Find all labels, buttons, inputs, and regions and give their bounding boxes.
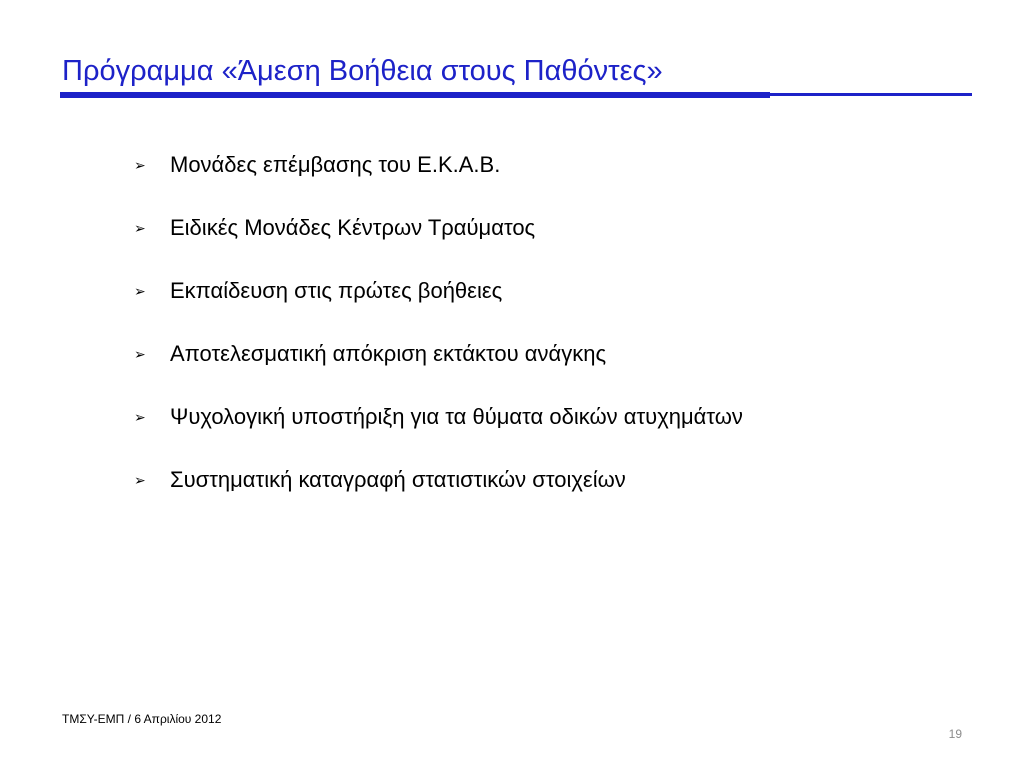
arrowhead-bullet-icon: ➢ <box>134 346 146 362</box>
arrowhead-bullet-icon: ➢ <box>134 157 146 173</box>
arrowhead-bullet-icon: ➢ <box>134 472 146 488</box>
list-item <box>134 461 743 524</box>
list-item <box>134 272 743 335</box>
list-item <box>134 398 743 461</box>
arrowhead-bullet-icon: ➢ <box>134 409 146 425</box>
bullet-text: Ψυχολογική υποστήριξη για τα θύματα οδικών ατυχημάτων <box>170 404 743 429</box>
title-underline-thick <box>60 92 770 98</box>
list-item <box>134 146 743 209</box>
list-item <box>134 335 743 398</box>
bullet-list <box>134 146 743 524</box>
title-underline-thin <box>770 93 972 96</box>
arrowhead-bullet-icon: ➢ <box>134 283 146 299</box>
title-underline <box>60 92 972 98</box>
page-number: 19 <box>948 727 962 741</box>
arrowhead-bullet-icon: ➢ <box>134 220 146 236</box>
bullet-text: Ειδικές Μονάδες Κέντρων Τραύματος <box>170 215 536 240</box>
bullet-text: Εκπαίδευση στις πρώτες βοήθειες <box>170 278 503 303</box>
slide-title: Πρόγραμμα «Άμεση Βοήθεια στους Παθόντες» <box>62 55 663 87</box>
bullet-text: Μονάδες επέμβασης του Ε.Κ.Α.Β. <box>170 152 501 177</box>
list-item <box>134 209 743 272</box>
bullet-text: Αποτελεσματική απόκριση εκτάκτου ανάγκης <box>170 341 607 366</box>
footer-text: ΤΜΣΥ-ΕΜΠ / 6 Απριλίου 2012 <box>62 712 222 726</box>
bullet-text: Συστηματική καταγραφή στατιστικών στοιχείων <box>170 467 626 492</box>
